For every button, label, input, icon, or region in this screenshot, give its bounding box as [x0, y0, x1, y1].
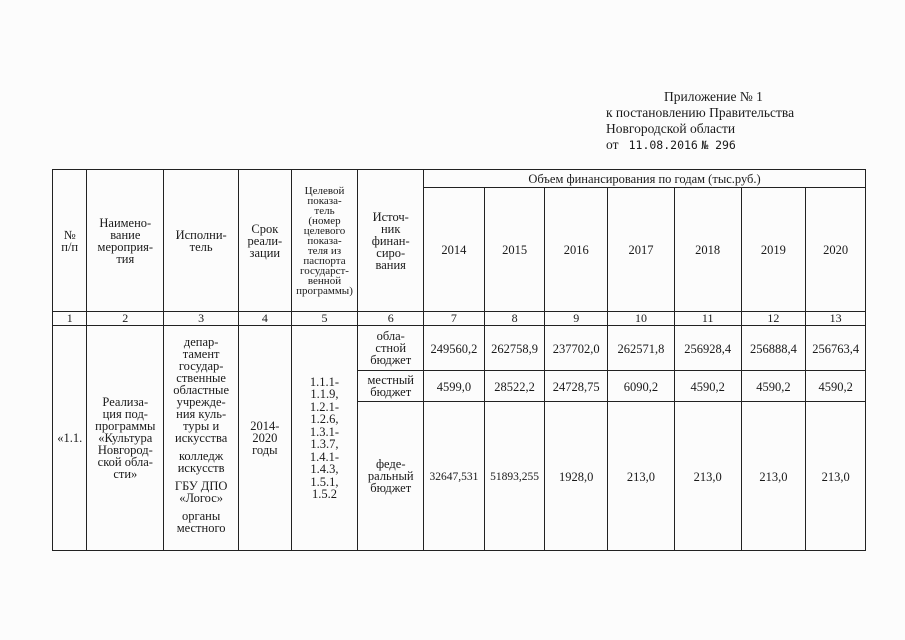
funding-table	[52, 169, 866, 551]
header-source: Источ- ник финан- сиро- вания	[358, 170, 424, 312]
column-number: 4	[239, 312, 292, 326]
executor-item: депар- тамент государ- ственные областные учрежде- ния куль- туры и искусства	[173, 335, 229, 445]
header-year: 2015	[484, 188, 545, 312]
appendix-decree-line: к постановлению Правительства	[606, 105, 795, 120]
value-cell: 256928,4	[674, 326, 741, 371]
value-cell: 4599,0	[424, 371, 485, 402]
value-cell: 4590,2	[806, 371, 866, 402]
header-year: 2018	[674, 188, 741, 312]
appendix-date: 11.08.2016	[628, 138, 698, 152]
column-number: 1	[53, 312, 87, 326]
column-number: 8	[484, 312, 545, 326]
column-number: 13	[806, 312, 866, 326]
value-cell: 51893,255	[484, 402, 545, 551]
header-year: 2019	[741, 188, 806, 312]
header-executor: Исполни- тель	[164, 170, 239, 312]
source-regional: обла- стной бюджет	[358, 326, 424, 371]
row-executors	[164, 326, 239, 551]
column-number: 3	[164, 312, 239, 326]
header-term: Срок реали- зации	[239, 170, 292, 312]
source-federal: феде- ральный бюджет	[358, 402, 424, 551]
column-number: 6	[358, 312, 424, 326]
column-number: 10	[608, 312, 675, 326]
column-number-row	[53, 312, 866, 326]
appendix-region-line: Новгородской области	[606, 121, 736, 136]
header-name: Наимено- вание мероприя- тия	[87, 170, 164, 312]
value-cell: 213,0	[608, 402, 675, 551]
column-number: 11	[674, 312, 741, 326]
header-year: 2017	[608, 188, 675, 312]
value-cell: 213,0	[741, 402, 806, 551]
header-year: 2014	[424, 188, 485, 312]
value-cell: 213,0	[674, 402, 741, 551]
appendix-title: Приложение № 1	[664, 89, 763, 104]
value-cell: 249560,2	[424, 326, 485, 371]
column-number: 9	[545, 312, 608, 326]
executor-item: органы местного	[176, 509, 226, 535]
value-cell: 1928,0	[545, 402, 608, 551]
source-local: местный бюджет	[358, 371, 424, 402]
value-cell: 4590,2	[741, 371, 806, 402]
value-cell: 32647,531	[424, 402, 485, 551]
value-cell: 256888,4	[741, 326, 806, 371]
value-cell: 4590,2	[674, 371, 741, 402]
header-funding-title: Объем финансирования по годам (тыс.руб.)	[424, 170, 866, 188]
table-row	[53, 326, 866, 371]
row-num: «1.1.	[53, 326, 87, 551]
executor-item: колледж искусств	[177, 449, 225, 475]
value-cell: 213,0	[806, 402, 866, 551]
header-year: 2016	[545, 188, 608, 312]
value-cell: 237702,0	[545, 326, 608, 371]
value-cell: 262571,8	[608, 326, 675, 371]
header-row-1	[53, 170, 866, 188]
column-number: 7	[424, 312, 485, 326]
appendix-number: № 296	[701, 138, 736, 152]
header-num: № п/п	[53, 170, 87, 312]
appendix-date-line	[606, 137, 794, 153]
row-name: Реализа- ция под- программы «Культура Новгород- ской обла- сти»	[87, 326, 164, 551]
value-cell: 256763,4	[806, 326, 866, 371]
row-term: 2014- 2020 годы	[239, 326, 292, 551]
row-target: 1.1.1- 1.1.9, 1.2.1- 1.2.6, 1.3.1- 1.3.7, 1.4.1- 1.4.3, 1.5.1, 1.5.2	[291, 326, 358, 551]
value-cell: 24728,75	[545, 371, 608, 402]
column-number: 12	[741, 312, 806, 326]
executor-item: ГБУ ДПО «Логос»	[174, 479, 228, 505]
header-target: Целевой показа- тель (номер целевого показа- теля из паспорта государст- венной программы)	[291, 170, 358, 312]
appendix-date-prefix: от	[606, 137, 619, 152]
column-number: 5	[291, 312, 358, 326]
column-number: 2	[87, 312, 164, 326]
value-cell: 28522,2	[484, 371, 545, 402]
header-year: 2020	[806, 188, 866, 312]
appendix-header	[606, 89, 794, 153]
value-cell: 262758,9	[484, 326, 545, 371]
value-cell: 6090,2	[608, 371, 675, 402]
